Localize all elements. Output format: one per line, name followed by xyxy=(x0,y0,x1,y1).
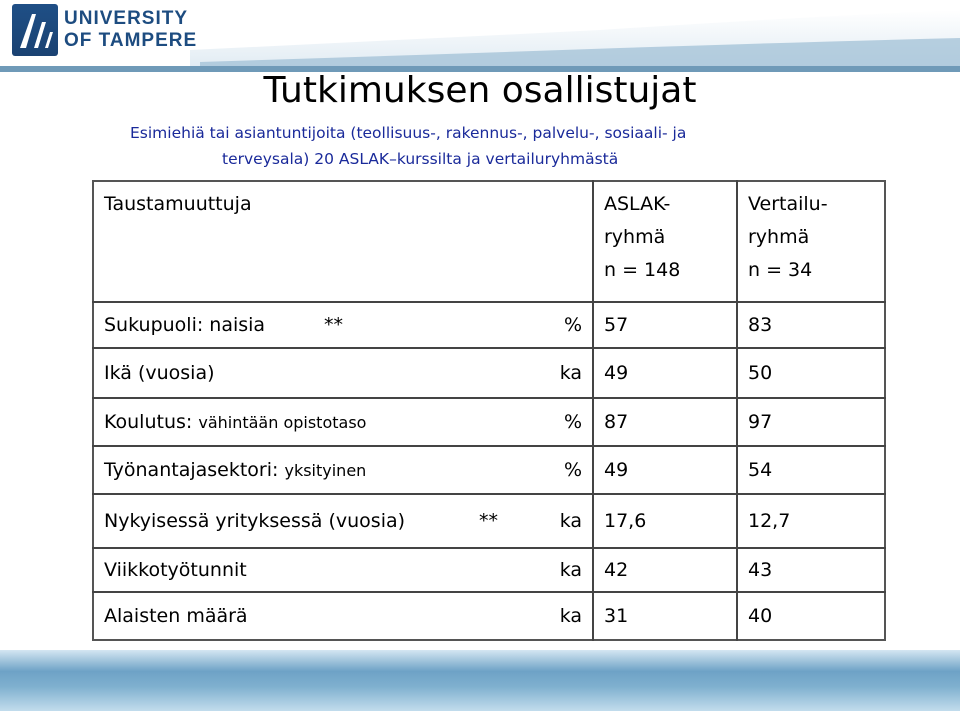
comparison-value: 50 xyxy=(737,348,885,398)
row-unit: ka xyxy=(559,510,582,532)
table-row xyxy=(93,494,885,548)
subtitle-line-2: terveysala) 20 ASLAK–kurssilta ja vertailuryhmästä xyxy=(222,150,619,168)
header-comparison-line-2: ryhmä xyxy=(748,226,810,248)
header-variable: Taustamuuttuja xyxy=(104,193,252,215)
significance-stars: ** xyxy=(479,510,498,532)
row-label-text: Alaisten määrä xyxy=(104,605,248,627)
subtitle-line-1: Esimiehiä tai asiantuntijoita (teollisuus-, rakennus-, palvelu-, sosiaali- ja xyxy=(130,124,687,142)
row-label xyxy=(93,398,593,446)
header-aslak-n: n = 148 xyxy=(604,259,681,281)
row-label-text: Viikkotyötunnit xyxy=(104,559,247,581)
comparison-value: 12,7 xyxy=(737,494,885,548)
table-row xyxy=(93,398,885,446)
subtitle xyxy=(130,120,850,172)
comparison-value: 97 xyxy=(737,398,885,446)
row-label-text: Ikä (vuosia) xyxy=(104,362,215,384)
header-bar xyxy=(0,0,960,62)
row-unit: ka xyxy=(559,362,582,384)
row-label-text: Nykyisessä yrityksessä (vuosia) xyxy=(104,510,406,532)
row-label-detail: vähintään opistotaso xyxy=(198,413,367,432)
header-aslak-line-2: ryhmä xyxy=(604,226,666,248)
comparison-value: 40 xyxy=(737,592,885,640)
table-row xyxy=(93,446,885,494)
header-comparison-n: n = 34 xyxy=(748,259,813,281)
aslak-value: 57 xyxy=(593,302,737,348)
aslak-value: 31 xyxy=(593,592,737,640)
row-label xyxy=(93,446,593,494)
page-title: Tutkimuksen osallistujat xyxy=(263,70,697,111)
row-unit: ka xyxy=(559,559,582,581)
table-row xyxy=(93,348,885,398)
row-label-text: Työnantajasektori: xyxy=(104,459,279,481)
header-comparison-line-1: Vertailu- xyxy=(748,193,828,215)
comparison-value: 54 xyxy=(737,446,885,494)
row-label xyxy=(93,348,593,398)
aslak-value: 49 xyxy=(593,446,737,494)
table-row xyxy=(93,302,885,348)
comparison-value: 43 xyxy=(737,548,885,592)
aslak-value: 49 xyxy=(593,348,737,398)
table-row xyxy=(93,548,885,592)
logo-line-2: OF TAMPERE xyxy=(64,30,198,51)
aslak-value: 42 xyxy=(593,548,737,592)
row-label-detail: yksityinen xyxy=(284,461,367,480)
row-unit: ka xyxy=(559,605,582,627)
row-label-text: Koulutus: xyxy=(104,411,193,433)
header-aslak xyxy=(593,181,737,302)
row-label xyxy=(93,494,593,548)
row-unit: % xyxy=(563,459,582,481)
aslak-value: 87 xyxy=(593,398,737,446)
university-logo-icon xyxy=(12,4,58,56)
comparison-value: 83 xyxy=(737,302,885,348)
significance-stars: ** xyxy=(324,314,343,336)
footer-band xyxy=(0,650,960,711)
row-unit: % xyxy=(563,314,582,336)
header-aslak-line-1: ASLAK- xyxy=(604,193,671,215)
logo-line-1: UNIVERSITY xyxy=(64,8,189,29)
header-comparison xyxy=(737,181,885,302)
participants-table xyxy=(92,180,886,641)
table-header-row xyxy=(93,181,885,302)
row-label xyxy=(93,302,593,348)
row-label xyxy=(93,548,593,592)
row-label xyxy=(93,592,593,640)
row-label-text: Sukupuoli: naisia xyxy=(104,314,266,336)
aslak-value: 17,6 xyxy=(593,494,737,548)
row-unit: % xyxy=(563,411,582,433)
table-row xyxy=(93,592,885,640)
